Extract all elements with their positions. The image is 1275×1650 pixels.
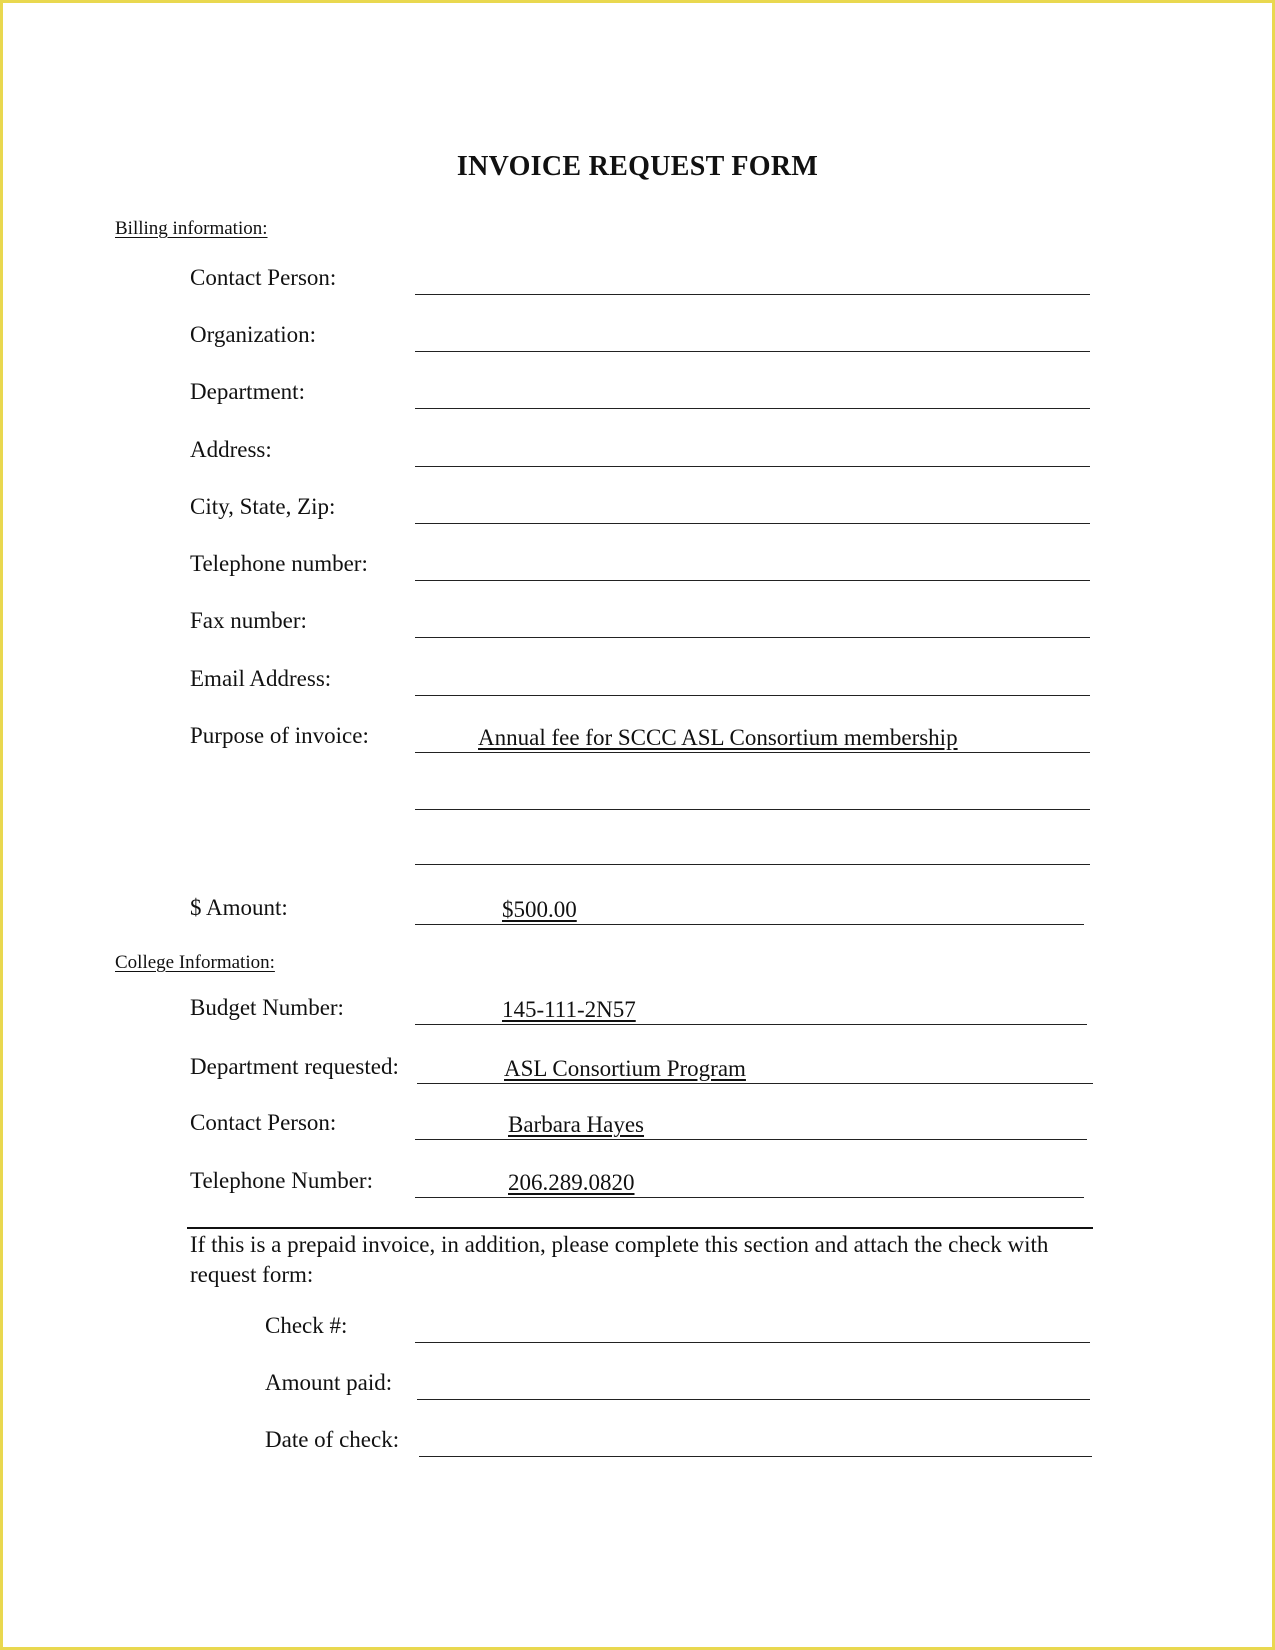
college-contact-person-field[interactable] xyxy=(415,1139,1087,1140)
college-budget-number-value: 145-111-2N57 xyxy=(502,997,636,1022)
college-budget-number-row xyxy=(190,985,1090,1025)
billing-department-label: Department: xyxy=(190,379,305,404)
billing-purpose-row xyxy=(190,713,1090,753)
billing-address-row xyxy=(190,427,1090,467)
college-budget-number-label: Budget Number: xyxy=(190,995,344,1020)
billing-purpose-value: Annual fee for SCCC ASL Consortium membership xyxy=(478,725,958,750)
college-contact-person-row xyxy=(190,1100,1090,1140)
billing-fax-label: Fax number: xyxy=(190,608,307,633)
billing-department-field[interactable] xyxy=(415,408,1090,409)
billing-telephone-label: Telephone number: xyxy=(190,551,368,576)
college-contact-person-label: Contact Person: xyxy=(190,1110,337,1135)
college-department-requested-value: ASL Consortium Program xyxy=(504,1056,746,1081)
college-telephone-number-row xyxy=(190,1158,1090,1198)
billing-contact-person-field[interactable] xyxy=(415,294,1090,295)
college-information-heading: College Information: xyxy=(115,952,275,973)
prepaid-amount-paid-row xyxy=(190,1360,1090,1400)
college-contact-person-value: Barbara Hayes xyxy=(508,1112,645,1137)
billing-contact-person-row xyxy=(190,255,1090,295)
section-divider xyxy=(187,1227,1093,1229)
prepaid-check-number-label: Check #: xyxy=(265,1313,348,1338)
billing-organization-field[interactable] xyxy=(415,351,1090,352)
billing-address-field[interactable] xyxy=(415,466,1090,467)
billing-email-row xyxy=(190,656,1090,696)
form-title: INVOICE REQUEST FORM xyxy=(456,151,819,182)
billing-city-state-zip-label: City, State, Zip: xyxy=(190,494,336,519)
billing-purpose-line-3-field[interactable] xyxy=(415,864,1090,865)
billing-city-state-zip-field[interactable] xyxy=(415,523,1090,524)
billing-fax-row xyxy=(190,598,1090,638)
billing-purpose-line-3-row xyxy=(190,825,1090,865)
billing-email-label: Email Address: xyxy=(190,666,332,691)
prepaid-date-of-check-field[interactable] xyxy=(419,1456,1092,1457)
billing-organization-label: Organization: xyxy=(190,322,317,347)
billing-amount-value: $500.00 xyxy=(502,897,577,922)
billing-fax-field[interactable] xyxy=(415,637,1090,638)
billing-city-state-zip-row xyxy=(190,484,1090,524)
prepaid-amount-paid-label: Amount paid: xyxy=(265,1370,393,1395)
billing-purpose-line-2-row xyxy=(190,770,1090,810)
billing-contact-person-label: Contact Person: xyxy=(190,265,337,290)
college-telephone-number-field[interactable] xyxy=(415,1197,1084,1198)
billing-email-field[interactable] xyxy=(415,695,1090,696)
billing-department-row xyxy=(190,369,1090,409)
college-department-requested-field[interactable] xyxy=(417,1083,1093,1084)
billing-amount-row xyxy=(190,885,1090,925)
billing-amount-field[interactable] xyxy=(415,924,1084,925)
college-telephone-number-value: 206.289.0820 xyxy=(508,1170,635,1195)
college-budget-number-field[interactable] xyxy=(415,1024,1087,1025)
prepaid-check-number-field[interactable] xyxy=(415,1342,1090,1343)
billing-organization-row xyxy=(190,312,1090,352)
prepaid-date-of-check-label: Date of check: xyxy=(265,1427,400,1452)
billing-amount-label: $ Amount: xyxy=(190,895,288,920)
billing-telephone-row xyxy=(190,541,1090,581)
billing-purpose-line-2-field[interactable] xyxy=(415,809,1090,810)
prepaid-date-of-check-row xyxy=(190,1417,1090,1457)
college-department-requested-label: Department requested: xyxy=(190,1054,399,1079)
prepaid-instructions: If this is a prepaid invoice, in addition, please complete this section and attach the check with request form: xyxy=(190,1232,1049,1287)
college-department-requested-row xyxy=(190,1044,1090,1084)
prepaid-check-number-row xyxy=(190,1303,1090,1343)
prepaid-amount-paid-field[interactable] xyxy=(417,1399,1090,1400)
college-telephone-number-label: Telephone Number: xyxy=(190,1168,373,1193)
billing-address-label: Address: xyxy=(190,437,272,462)
billing-information-heading: Billing information: xyxy=(115,218,268,239)
billing-purpose-field[interactable] xyxy=(415,752,1090,753)
billing-purpose-label: Purpose of invoice: xyxy=(190,723,369,748)
billing-telephone-field[interactable] xyxy=(415,580,1090,581)
